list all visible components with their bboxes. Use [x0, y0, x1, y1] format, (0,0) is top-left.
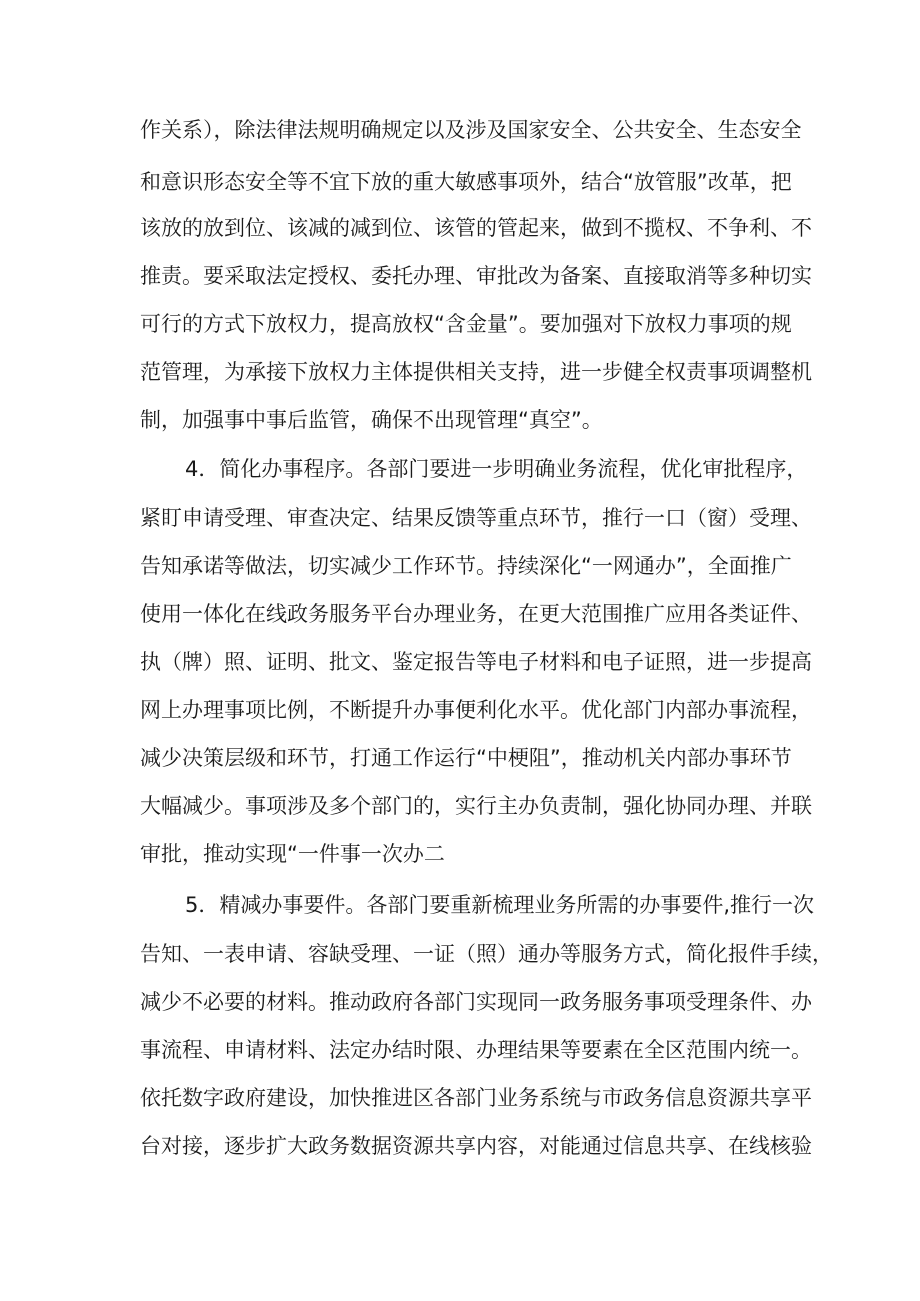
text-line: 推责。要采取法定授权、委托办理、审批改为备案、直接取消等多种切实 — [140, 264, 812, 288]
text-line: 大幅减少。事项涉及多个部门的，实行主办负责制，强化协同办理、并联 — [140, 794, 812, 818]
paragraph-4-first-line: 4．简化办事程序。各部门要进一步明确业务流程，优化审批程序， — [185, 457, 808, 481]
text-line: 告知、一表申请、容缺受理、一证（照）通办等服务方式，简化报件手续， — [140, 942, 833, 966]
text-line: 和意识形态安全等不宜下放的重大敏感事项外，结合“放管服”改革，把 — [140, 170, 792, 194]
text-line: 范管理，为承接下放权力主体提供相关支持，进一步健全权责事项调整机 — [140, 360, 812, 384]
text-line: 告知承诺等做法，切实减少工作环节。持续深化“一网通办”，全面推广 — [140, 554, 792, 578]
text-line: 制，加强事中事后监管，确保不出现管理“真空”。 — [140, 408, 603, 432]
text-line: 网上办理事项比例，不断提升办事便利化水平。优化部门内部办事流程， — [140, 698, 812, 722]
text-line: 台对接，逐步扩大政务数据资源共享内容，对能通过信息共享、在线核验 — [140, 1134, 812, 1158]
text-line: 可行的方式下放权力，提高放权“含金量”。要加强对下放权力事项的规 — [140, 312, 792, 336]
text-line: 作关系），除法律法规明确规定以及涉及国家安全、公共安全、生态安全 — [140, 118, 802, 142]
text-line: 使用一体化在线政务服务平台办理业务，在更大范围推广应用各类证件、 — [140, 602, 812, 626]
text-line: 依托数字政府建设，加快推进区各部门业务系统与市政务信息资源共享平 — [140, 1086, 812, 1110]
text-line: 审批，推动实现“一件事一次办二 — [140, 842, 445, 866]
text-line: 减少不必要的材料。推动政府各部门实现同一政务服务事项受理条件、办 — [140, 990, 812, 1014]
text-line: 该放的放到位、该减的减到位、该管的管起来，做到不揽权、不争利、不 — [140, 216, 812, 240]
paragraph-5-first-line: 5．精减办事要件。各部门要重新梳理业务所需的办事要件,推行一次 — [185, 893, 815, 917]
text-line: 紧盯申请受理、审查决定、结果反馈等重点环节，推行一口（窗）受理、 — [140, 506, 812, 530]
text-line: 减少决策层级和环节，打通工作运行“中梗阻”，推动机关内部办事环节 — [140, 746, 792, 770]
text-line: 执（牌）照、证明、批文、鉴定报告等电子材料和电子证照，进一步提高 — [140, 650, 812, 674]
text-line: 事流程、申请材料、法定办结时限、办理结果等要素在全区范围内统一。 — [140, 1038, 812, 1062]
